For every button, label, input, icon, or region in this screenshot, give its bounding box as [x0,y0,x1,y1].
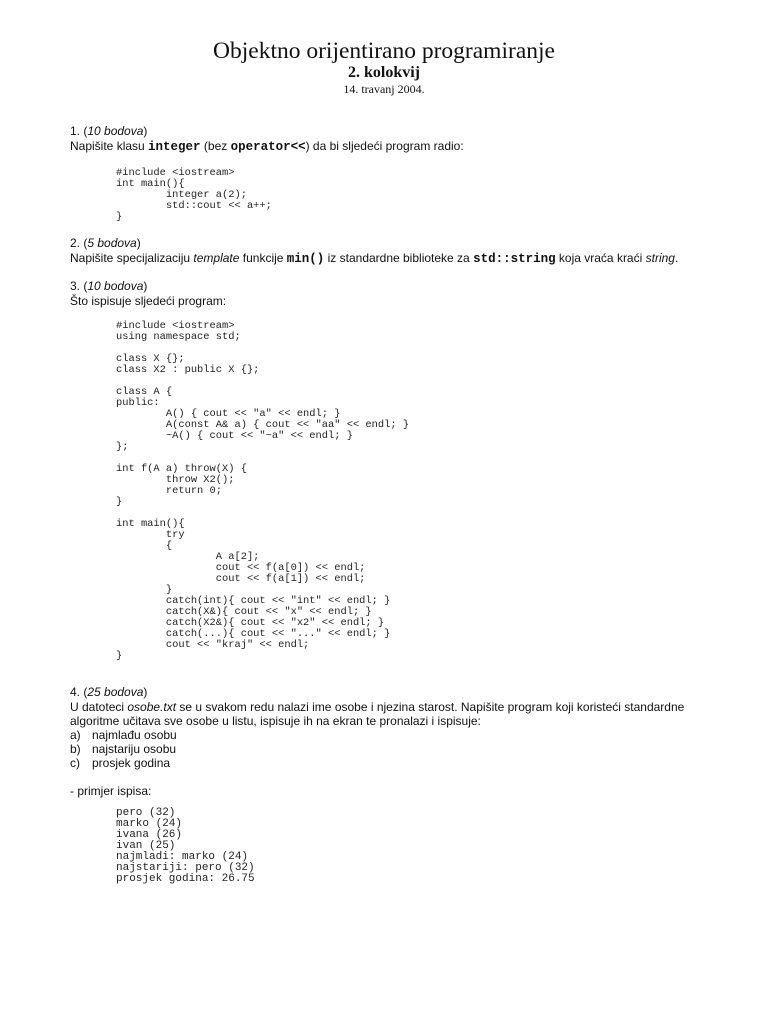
q1-heading [70,124,147,138]
q3-text: Što ispisuje sljedeći program: [70,294,227,308]
q4-text-line1 [70,700,684,714]
q4-example-label: - primjer ispisa: [70,784,152,798]
q3-heading [70,279,147,293]
q2-italic-string: string [645,251,675,265]
list-letter: b) [70,742,81,756]
q4-example-output: pero (32) marko (24) ivana (26) ivan (25) najmladi: marko (24) najstariji: pero (32) prosjek godina: 26.75 [116,807,255,885]
q2-points: 5 bodova [87,236,137,250]
q2-text-part: iz standardne biblioteke za [324,251,474,265]
list-text: prosjek godina [92,756,171,770]
document-title: Objektno orijentirano programiranje [213,38,555,64]
q2-close: ) [136,236,141,250]
q4-number: 4. ( [70,685,88,699]
q2-heading [70,236,141,250]
q3-close: ) [143,279,148,293]
q1-number: 1. ( [70,124,88,138]
q4-heading [70,685,147,699]
document-date: 14. travanj 2004. [343,82,425,96]
q4-text-part: se u svakom redu nalazi ime osobe i njezina starost. Napišite program koji koristeći standardne [176,700,685,714]
q2-code-min: min() [286,252,325,266]
q3-points: 10 bodova [87,279,144,293]
q2-text-part: funkcije [239,251,287,265]
q1-text-part: ) da bi sljedeći program radio: [305,139,464,153]
q4-text-part: U datoteci [70,700,128,714]
list-text: najstariju osobu [92,742,177,756]
document-subtitle: 2. kolokvij [347,64,420,81]
q1-code-block: #include <iostream> int main(){ integer a(2); std::cout << a++; } [116,167,272,223]
q1-code-operator: operator<< [230,140,306,154]
q2-text-part: . [674,251,679,265]
q4-italic-filename: osobe.txt [127,700,177,714]
q4-points: 25 bodova [87,685,144,699]
q2-text-part: koja vraća kraći [555,251,646,265]
q3-code-block: #include <iostream> using namespace std; class X {}; class X2 : public X {}; class A { public: A() { cout << "a" << endl; } A(const A& a) { cout << "aa" << endl; } ~A() { cout << "~a" << endl; } }; int f(A a) throw(X) { throw X2(); return 0; } int main(){ try { A a[2]; cout << f(a[0]) << endl; cout << f(a[1]) << endl; } catch(int){ cout << "int" << endl; } catch(X&){ cout << "x" << endl; } catch(X2&){ cout << "x2" << endl; } catch(...){ cout << "..." << endl; } cout << "kraj" << endl; } [116,320,410,662]
q1-close: ) [143,124,148,138]
q2-italic-template: template [193,251,240,265]
q4-list-item-c [70,756,170,770]
q4-close: ) [143,685,148,699]
q4-list-item-b [70,742,176,756]
q3-number: 3. ( [70,279,88,293]
list-text: najmlađu osobu [92,728,177,742]
list-letter: c) [70,756,80,770]
q2-code-string: std::string [473,252,556,266]
q1-text-part: Napišite klasu [70,139,149,153]
q1-code-integer: integer [148,140,201,154]
q2-number: 2. ( [70,236,88,250]
q4-text-line2: algoritme učitava sve osobe u listu, ispisuje ih na ekran te pronalazi i ispisuje: [70,714,481,728]
q1-text [70,139,464,154]
q2-text [70,251,678,266]
q1-text-part: (bez [200,139,231,153]
q4-list-item-a [70,728,177,742]
q2-text-part: Napišite specijalizaciju [70,251,194,265]
q1-points: 10 bodova [87,124,144,138]
list-letter: a) [70,728,81,742]
